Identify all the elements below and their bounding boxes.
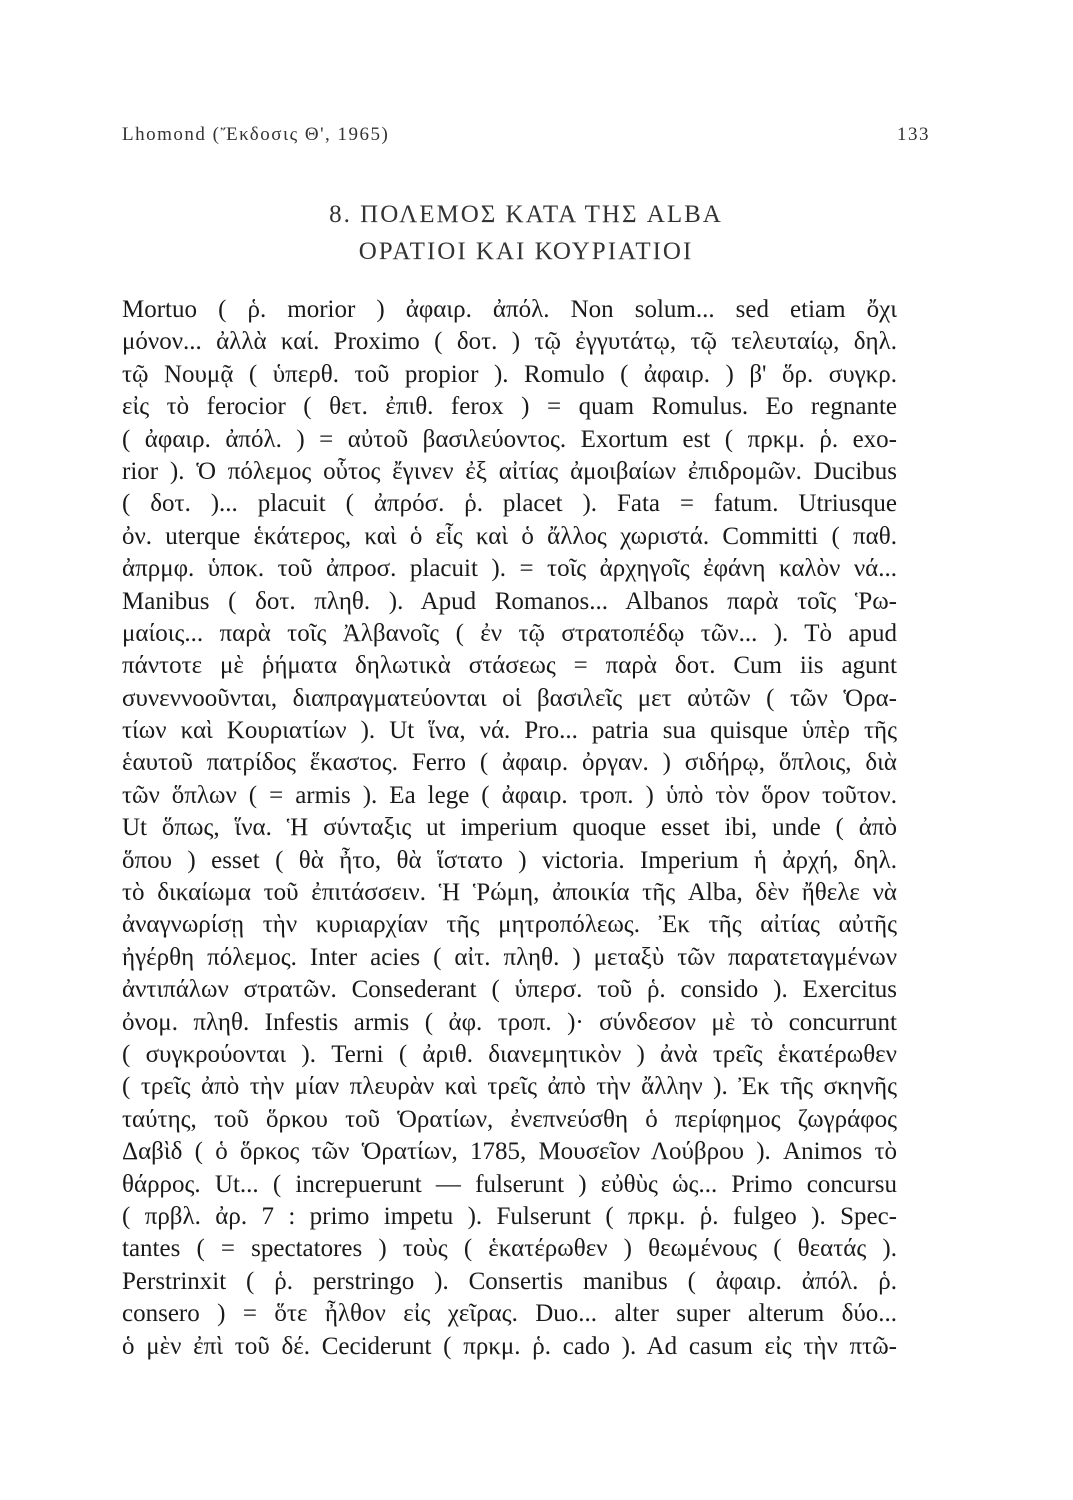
chapter-title-line: 8. ΠΟΛΕΜΟΣ ΚΑΤΑ ΤΗΣ ALBA	[329, 201, 723, 228]
text-line: ὅπου ) esset ( θὰ ἦτο, θὰ ἵστατο ) victoria. Imperium ἡ ἀρχή, δηλ.	[122, 846, 897, 874]
text-line: πάντοτε μὲ ῥήματα δηλωτικὰ στάσεως = παρὰ δοτ. Cum iis agunt	[122, 652, 897, 680]
text-line: consero ) = ὅτε ἦλθον εἰς χεῖρας. Duo... alter super alterum δύο...	[122, 1300, 897, 1328]
text-line: μαίοις... παρὰ τοῖς Ἀλβανοῖς ( ἐν τῷ στρατοπέδῳ τῶν... ). Τὸ apud	[122, 619, 897, 647]
chapter-title	[122, 196, 930, 270]
text-line: ταύτης, τοῦ ὅρκου τοῦ Ὁρατίων, ἐνεπνεύσθη ὁ περίφημος ζωγράφος	[122, 1105, 897, 1133]
text-line: Perstrinxit ( ῥ. perstringo ). Consertis manibus ( ἀφαιρ. ἀπόλ. ῥ.	[122, 1267, 897, 1295]
text-line: τῶν ὅπλων ( = armis ). Ea lege ( ἀφαιρ. τροπ. ) ὑπὸ τὸν ὅρον τοῦτον.	[122, 781, 897, 809]
running-head-title: Lhomond (Ἔκδοσις Θ', 1965)	[122, 124, 390, 145]
text-line: θάρρος. Ut... ( increpuerunt — fulserunt ) εὐθὺς ὡς... Primo concursu	[122, 1170, 897, 1198]
running-head	[122, 124, 930, 146]
text-line: tantes ( = spectatores ) τοὺς ( ἑκατέρωθεν ) θεωμένους ( θεατάς ).	[122, 1235, 897, 1263]
text-line: rior ). Ὁ πόλεμος οὗτος ἔγινεν ἐξ αἰτίας ἀμοιβαίων ἐπιδρομῶν. Ducibus	[122, 457, 897, 485]
chapter-subtitle-line: ΟΡΑΤΙΟΙ ΚΑΙ ΚΟΥΡΙΑΤΙΟΙ	[358, 238, 694, 265]
text-line: μόνον... ἀλλὰ καί. Proximo ( δοτ. ) τῷ ἐγγυτάτῳ, τῷ τελευταίῳ, δηλ.	[122, 328, 897, 356]
text-line: ( δοτ. )... placuit ( ἀπρόσ. ῥ. placet ). Fata = fatum. Utriusque	[122, 490, 897, 518]
text-line: εἰς τὸ ferocior ( θετ. ἐπιθ. ferox ) = quam Romulus. Eo regnante	[122, 393, 897, 421]
text-line: ( συγκρούονται ). Terni ( ἀριθ. διανεμητικὸν ) ἀνὰ τρεῖς ἑκατέρωθεν	[122, 1040, 897, 1068]
text-line: συνεννοοῦνται, διαπραγματεύονται οἱ βασιλεῖς μετ αὐτῶν ( τῶν Ὁρα-	[122, 684, 897, 712]
text-line: Manibus ( δοτ. πληθ. ). Apud Romanos... Albanos παρὰ τοῖς Ῥω-	[122, 587, 897, 615]
text-line: ἑαυτοῦ πατρίδος ἕκαστος. Ferro ( ἀφαιρ. ὀργαν. ) σιδήρῳ, ὅπλοις, διὰ	[122, 749, 897, 777]
text-line: ἀναγνωρίσῃ τὴν κυριαρχίαν τῆς μητροπόλεως. Ἐκ τῆς αἰτίας αὐτῆς	[122, 911, 897, 939]
text-line: ὁ μὲν ἐπὶ τοῦ δέ. Ceciderunt ( πρκμ. ῥ. cado ). Ad casum εἰς τὴν πτῶ-	[122, 1332, 897, 1360]
page-number: 133	[897, 124, 930, 145]
text-line: ( ἀφαιρ. ἀπόλ. ) = αὐτοῦ βασιλεύοντος. Exortum est ( πρκμ. ῥ. exo-	[122, 425, 897, 453]
text-line: Mortuo ( ῥ. morior ) ἀφαιρ. ἀπόλ. Non solum... sed etiam ὄχι	[122, 296, 897, 323]
text-line: ἀπρμφ. ὑποκ. τοῦ ἀπροσ. placuit ). = τοῖς ἀρχηγοῖς ἐφάνη καλὸν νά...	[122, 555, 897, 583]
commentary-body	[122, 294, 897, 1363]
text-line: Ut ὅπως, ἵνα. Ἡ σύνταξις ut imperium quoque esset ibi, unde ( ἀπὸ	[122, 814, 897, 842]
text-line: ( τρεῖς ἀπὸ τὴν μίαν πλευρὰν καὶ τρεῖς ἀπὸ τὴν ἄλλην ). Ἐκ τῆς σκηνῆς	[122, 1073, 897, 1101]
text-line: ἠγέρθη πόλεμος. Inter acies ( αἰτ. πληθ. ) μεταξὺ τῶν παρατεταγμένων	[122, 943, 897, 971]
text-line: Δαβὶδ ( ὁ ὅρκος τῶν Ὁρατίων, 1785, Μουσεῖον Λούβρου ). Animos τὸ	[122, 1138, 897, 1166]
text-line: τῷ Νουμᾷ ( ὑπερθ. τοῦ propior ). Romulo ( ἀφαιρ. ) β' ὅρ. συγκρ.	[122, 360, 897, 388]
text-line: ὀνομ. πληθ. Infestis armis ( ἀφ. τροπ. )· σύνδεσον μὲ τὸ concurrunt	[122, 1008, 897, 1036]
text-line: ὀν. uterque ἑκάτερος, καὶ ὁ εἷς καὶ ὁ ἄλλος χωριστά. Committi ( παθ.	[122, 522, 897, 550]
text-line: τὸ δικαίωμα τοῦ ἐπιτάσσειν. Ἡ Ῥώμη, ἀποικία τῆς Alba, δὲν ἤθελε νὰ	[122, 879, 897, 907]
text-line: τίων καὶ Κουριατίων ). Ut ἵνα, νά. Pro... patria sua quisque ὑπὲρ τῆς	[122, 717, 897, 745]
text-line: ( πρβλ. ἀρ. 7 : primo impetu ). Fulserunt ( πρκμ. ῥ. fulgeo ). Spec-	[122, 1202, 897, 1230]
text-line: ἀντιπάλων στρατῶν. Consederant ( ὑπερσ. τοῦ ῥ. consido ). Exercitus	[122, 976, 897, 1004]
